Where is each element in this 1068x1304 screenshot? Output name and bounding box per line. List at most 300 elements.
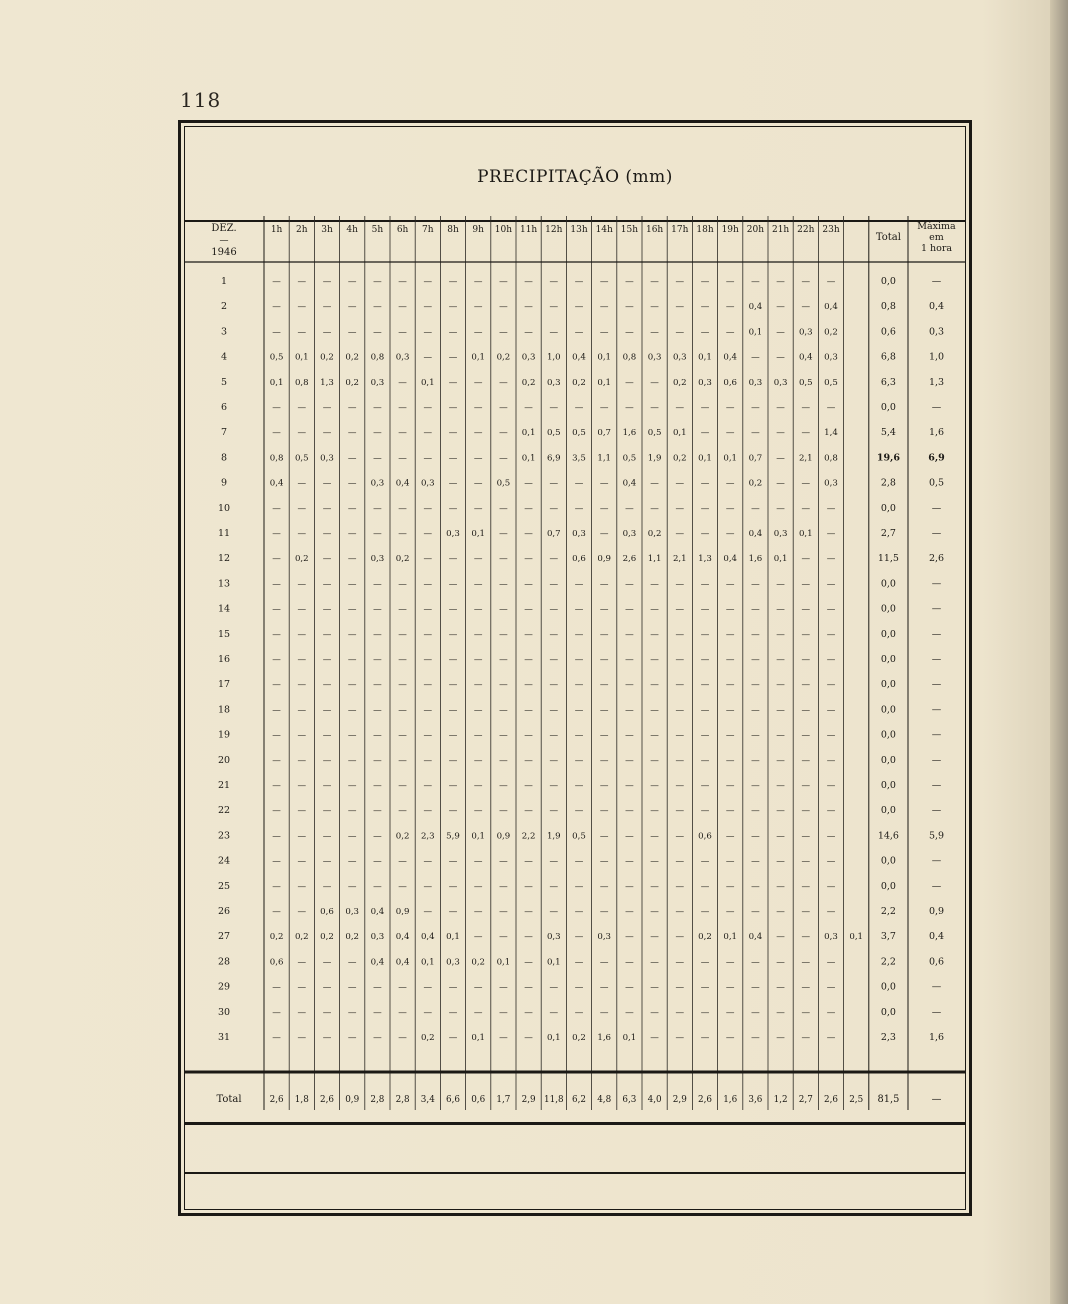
hour-header: 23h bbox=[822, 225, 840, 235]
hourly-value: — bbox=[751, 957, 760, 968]
hourly-value: 2,6 bbox=[622, 554, 637, 565]
hourly-value: 2,2 bbox=[521, 831, 536, 842]
hourly-value: — bbox=[650, 781, 659, 791]
hourly-value: — bbox=[272, 655, 281, 665]
hourly-value: — bbox=[675, 1007, 685, 1018]
hourly-value: — bbox=[675, 806, 685, 817]
hourly-value: 1,3 bbox=[698, 554, 712, 565]
hourly-value: 0,1 bbox=[471, 1033, 486, 1043]
hourly-value: — bbox=[625, 705, 634, 716]
hourly-value: — bbox=[725, 831, 735, 842]
hourly-value: — bbox=[650, 705, 659, 716]
hourly-value: — bbox=[448, 478, 458, 489]
hourly-value: — bbox=[322, 403, 332, 413]
day-max: — bbox=[931, 628, 942, 640]
hourly-value: 1,4 bbox=[824, 428, 838, 439]
hourly-value: — bbox=[826, 781, 836, 791]
hourly-value: — bbox=[776, 730, 785, 741]
day-label: 23 bbox=[217, 830, 231, 842]
hourly-value: — bbox=[801, 856, 811, 867]
hourly-value: — bbox=[675, 705, 685, 716]
hourly-value: — bbox=[499, 806, 508, 817]
hour-header: 16h bbox=[645, 225, 664, 235]
hourly-value: — bbox=[347, 856, 357, 867]
day-max: — bbox=[931, 502, 942, 514]
hourly-value: — bbox=[524, 403, 533, 413]
hourly-value: — bbox=[599, 705, 609, 716]
day-max: — bbox=[931, 805, 942, 817]
hourly-value: — bbox=[297, 881, 307, 892]
hourly-value: 0,2 bbox=[572, 1033, 586, 1043]
day-label: 4 bbox=[220, 351, 228, 363]
hourly-value: — bbox=[448, 907, 458, 917]
hourly-value: — bbox=[272, 781, 281, 791]
hourly-value: — bbox=[398, 503, 407, 514]
hourly-value: — bbox=[801, 680, 811, 691]
hourly-value: — bbox=[801, 957, 811, 968]
hourly-value: — bbox=[448, 655, 458, 665]
hourly-value: — bbox=[700, 881, 710, 892]
day-label: 12 bbox=[217, 553, 231, 565]
hourly-value: — bbox=[473, 554, 483, 565]
day-total: 2,8 bbox=[880, 477, 896, 489]
hourly-value: — bbox=[524, 529, 533, 539]
hourly-value: — bbox=[398, 781, 407, 791]
hourly-value: — bbox=[549, 806, 559, 817]
hourly-value: — bbox=[776, 277, 785, 287]
hourly-value: — bbox=[801, 503, 811, 514]
hourly-value: — bbox=[675, 403, 685, 413]
hourly-value: — bbox=[322, 503, 332, 514]
hourly-value: 0,1 bbox=[723, 932, 738, 943]
hourly-value: — bbox=[625, 806, 634, 817]
hourly-value: — bbox=[524, 957, 533, 968]
hourly-value: — bbox=[272, 856, 281, 867]
hourly-value: — bbox=[373, 655, 382, 665]
hourly-value: — bbox=[574, 629, 584, 640]
hourly-value: — bbox=[524, 604, 533, 615]
hourly-value: — bbox=[297, 1033, 307, 1043]
hourly-value: — bbox=[398, 755, 407, 766]
hourly-value: 0,1 bbox=[420, 377, 435, 388]
hourly-value: — bbox=[297, 478, 307, 489]
hourly-value: — bbox=[725, 428, 735, 439]
hourly-value: — bbox=[473, 932, 483, 943]
hourly-value: 0,3 bbox=[597, 932, 612, 943]
hourly-value: — bbox=[751, 403, 760, 413]
hourly-value: — bbox=[574, 579, 584, 590]
day-total: 2,3 bbox=[880, 1032, 896, 1043]
hourly-value: — bbox=[776, 629, 785, 640]
hourly-value: — bbox=[398, 529, 407, 539]
hourly-value: — bbox=[297, 503, 307, 514]
hourly-value: — bbox=[599, 529, 609, 539]
hourly-value: 0,2 bbox=[395, 554, 410, 565]
hourly-value: — bbox=[751, 352, 760, 363]
hourly-value: — bbox=[524, 554, 533, 565]
hourly-value: — bbox=[650, 881, 659, 892]
hourly-value: 0,1 bbox=[546, 957, 561, 968]
hourly-value: — bbox=[322, 428, 332, 439]
hourly-total: 2,9 bbox=[521, 1095, 536, 1105]
hourly-value: — bbox=[423, 327, 433, 338]
hourly-value: — bbox=[549, 1007, 559, 1018]
hourly-value: — bbox=[524, 755, 533, 766]
hourly-value: — bbox=[725, 403, 735, 413]
hourly-value: — bbox=[625, 680, 634, 691]
hourly-value: — bbox=[650, 907, 659, 917]
hourly-value: — bbox=[272, 1033, 281, 1043]
hourly-value: — bbox=[473, 377, 483, 388]
hourly-value: — bbox=[347, 781, 357, 791]
hourly-total: 6,2 bbox=[572, 1095, 586, 1105]
hourly-value: 0,2 bbox=[748, 478, 763, 489]
hourly-value: — bbox=[473, 907, 483, 917]
hourly-value: 0,2 bbox=[672, 453, 687, 464]
hourly-value: — bbox=[473, 680, 483, 691]
hourly-value: — bbox=[826, 503, 836, 514]
hourly-value: — bbox=[625, 755, 634, 766]
hourly-value: — bbox=[448, 327, 458, 338]
hourly-total: 2,5 bbox=[849, 1095, 864, 1105]
hourly-value: — bbox=[574, 327, 584, 338]
day-total: 0,0 bbox=[880, 679, 896, 691]
hourly-value: — bbox=[423, 806, 433, 817]
day-label: 1 bbox=[220, 276, 228, 287]
hourly-value: 1,9 bbox=[546, 831, 561, 842]
hourly-total: 11,8 bbox=[544, 1095, 564, 1105]
hourly-value: 0,5 bbox=[798, 377, 813, 388]
hourly-value: — bbox=[700, 806, 710, 817]
hourly-value: — bbox=[650, 1007, 659, 1018]
hourly-value: — bbox=[448, 302, 458, 313]
hourly-value: — bbox=[549, 503, 559, 514]
hourly-value: — bbox=[473, 806, 483, 817]
day-label: 3 bbox=[220, 326, 228, 338]
hourly-value: — bbox=[549, 554, 559, 565]
hourly-value: — bbox=[826, 831, 836, 842]
hourly-value: 0,6 bbox=[320, 907, 334, 917]
hourly-value: — bbox=[373, 327, 382, 338]
day-max: — bbox=[931, 880, 942, 892]
hourly-value: — bbox=[801, 629, 811, 640]
day-total: 2,7 bbox=[880, 528, 896, 539]
day-label: 11 bbox=[217, 528, 231, 539]
day-label: 5 bbox=[220, 376, 228, 388]
hourly-value: — bbox=[549, 907, 559, 917]
hourly-value: — bbox=[625, 957, 634, 968]
hourly-value: — bbox=[473, 730, 483, 741]
hourly-value: — bbox=[373, 629, 382, 640]
hourly-value: — bbox=[599, 881, 609, 892]
hourly-value: — bbox=[826, 680, 836, 691]
hourly-value: 0,8 bbox=[370, 352, 385, 363]
hourly-value: — bbox=[776, 781, 785, 791]
hourly-value: — bbox=[347, 327, 357, 338]
hourly-value: — bbox=[700, 302, 710, 313]
grand-max: — bbox=[931, 1094, 942, 1105]
hourly-value: — bbox=[826, 1007, 836, 1018]
hourly-value: 2,3 bbox=[420, 831, 435, 842]
hourly-value: — bbox=[625, 982, 634, 993]
hourly-value: — bbox=[700, 327, 710, 338]
hourly-value: — bbox=[801, 907, 811, 917]
hourly-value: 0,3 bbox=[572, 529, 586, 539]
hourly-value: 0,1 bbox=[597, 352, 612, 363]
hourly-value: — bbox=[826, 277, 836, 287]
day-max: — bbox=[931, 528, 942, 539]
hourly-value: — bbox=[751, 705, 760, 716]
hourly-value: 0,2 bbox=[647, 529, 662, 539]
hourly-value: — bbox=[599, 755, 609, 766]
hourly-value: — bbox=[801, 277, 811, 287]
hourly-value: — bbox=[650, 730, 659, 741]
hourly-value: — bbox=[549, 277, 559, 287]
hourly-value: 0,2 bbox=[345, 352, 360, 363]
hourly-value: — bbox=[423, 277, 433, 287]
day-total: 0,0 bbox=[880, 654, 896, 665]
hourly-value: — bbox=[473, 629, 483, 640]
hourly-value: 0,5 bbox=[294, 453, 309, 464]
hourly-value: 0,2 bbox=[672, 377, 687, 388]
hourly-total: 2,6 bbox=[698, 1095, 712, 1105]
hourly-value: 1,6 bbox=[597, 1033, 612, 1043]
hourly-value: 0,4 bbox=[395, 478, 410, 489]
hour-header: 15h bbox=[620, 225, 639, 235]
hourly-value: — bbox=[549, 629, 559, 640]
hourly-value: — bbox=[700, 982, 710, 993]
hourly-value: — bbox=[826, 856, 836, 867]
hourly-value: 0,3 bbox=[824, 478, 838, 489]
hourly-value: 0,2 bbox=[345, 377, 360, 388]
hourly-value: — bbox=[625, 1007, 634, 1018]
hourly-value: — bbox=[675, 680, 685, 691]
hourly-value: — bbox=[322, 1007, 332, 1018]
hourly-value: — bbox=[297, 529, 307, 539]
hourly-value: — bbox=[423, 655, 433, 665]
hourly-value: — bbox=[751, 856, 760, 867]
day-max: — bbox=[931, 754, 942, 766]
hourly-value: — bbox=[599, 604, 609, 615]
hourly-value: — bbox=[347, 755, 357, 766]
day-max: 6,9 bbox=[928, 452, 945, 464]
hourly-value: — bbox=[322, 982, 332, 993]
hourly-value: — bbox=[423, 629, 433, 640]
hourly-value: 0,4 bbox=[395, 957, 410, 968]
hourly-value: — bbox=[373, 529, 382, 539]
hourly-value: — bbox=[675, 957, 685, 968]
hourly-value: — bbox=[625, 277, 634, 287]
hourly-value: 0,2 bbox=[496, 352, 511, 363]
hourly-value: — bbox=[599, 907, 609, 917]
hourly-value: — bbox=[347, 579, 357, 590]
day-label: 28 bbox=[217, 956, 231, 968]
day-label: 19 bbox=[217, 729, 231, 741]
hourly-value: 1,1 bbox=[647, 554, 662, 565]
hourly-value: — bbox=[448, 730, 458, 741]
hourly-value: — bbox=[398, 604, 407, 615]
hourly-value: — bbox=[675, 881, 685, 892]
hourly-value: — bbox=[650, 655, 659, 665]
hourly-value: 1,6 bbox=[748, 554, 763, 565]
hourly-value: — bbox=[574, 806, 584, 817]
hourly-value: — bbox=[473, 503, 483, 514]
hourly-value: — bbox=[776, 453, 785, 464]
hourly-total: 6,6 bbox=[446, 1095, 460, 1105]
hourly-value: — bbox=[700, 604, 710, 615]
hourly-value: — bbox=[448, 604, 458, 615]
hourly-value: — bbox=[373, 856, 382, 867]
day-label: 15 bbox=[217, 628, 231, 640]
hourly-value: — bbox=[650, 932, 659, 943]
hourly-value: — bbox=[751, 730, 760, 741]
hourly-value: 0,2 bbox=[269, 932, 284, 943]
hourly-value: — bbox=[751, 503, 760, 514]
hourly-value: — bbox=[549, 403, 559, 413]
hour-header: 1h bbox=[270, 225, 283, 235]
hourly-value: 0,5 bbox=[622, 453, 637, 464]
hourly-value: — bbox=[675, 478, 685, 489]
hourly-value: — bbox=[448, 579, 458, 590]
hourly-value: 0,1 bbox=[471, 831, 486, 842]
hourly-value: — bbox=[448, 705, 458, 716]
hourly-value: — bbox=[448, 277, 458, 287]
hourly-value: — bbox=[801, 302, 811, 313]
hourly-value: 0,7 bbox=[546, 529, 561, 539]
hourly-value: — bbox=[574, 982, 584, 993]
hourly-value: — bbox=[776, 403, 785, 413]
hour-header: 6h bbox=[396, 225, 409, 235]
hourly-value: — bbox=[297, 755, 307, 766]
hour-header: 10h bbox=[494, 225, 513, 235]
day-total: 0,0 bbox=[880, 402, 896, 413]
day-total: 6,8 bbox=[880, 351, 896, 363]
hourly-value: 0,3 bbox=[698, 377, 712, 388]
hourly-total: 1,2 bbox=[773, 1095, 788, 1105]
hourly-value: — bbox=[650, 503, 659, 514]
hourly-value: — bbox=[700, 730, 710, 741]
hourly-value: — bbox=[751, 655, 760, 665]
hourly-value: — bbox=[473, 604, 483, 615]
hourly-value: — bbox=[499, 554, 508, 565]
hour-header: 17h bbox=[671, 225, 689, 235]
hourly-total: 1,6 bbox=[723, 1095, 738, 1105]
hourly-value: 0,3 bbox=[748, 377, 763, 388]
hourly-value: — bbox=[524, 503, 533, 514]
hourly-value: — bbox=[700, 680, 710, 691]
hourly-value: — bbox=[499, 403, 508, 413]
day-max: — bbox=[931, 981, 942, 993]
hourly-value: 1,0 bbox=[546, 352, 561, 363]
hourly-value: 0,3 bbox=[546, 377, 561, 388]
hourly-value: — bbox=[725, 277, 735, 287]
hourly-value: — bbox=[373, 579, 382, 590]
hourly-value: — bbox=[347, 453, 357, 464]
hourly-value: — bbox=[801, 781, 811, 791]
hourly-value: — bbox=[801, 403, 811, 413]
day-label: 2 bbox=[220, 301, 228, 313]
hourly-value: — bbox=[448, 806, 458, 817]
hourly-value: — bbox=[599, 856, 609, 867]
hourly-value: — bbox=[272, 680, 281, 691]
hourly-value: — bbox=[524, 579, 533, 590]
hourly-value: — bbox=[776, 428, 785, 439]
hourly-value: 0,1 bbox=[521, 453, 536, 464]
hourly-value: 0,5 bbox=[496, 478, 511, 489]
hourly-value: — bbox=[347, 503, 357, 514]
hourly-value: — bbox=[675, 579, 685, 590]
hourly-value: — bbox=[751, 806, 760, 817]
hourly-value: — bbox=[700, 403, 710, 413]
hourly-value: — bbox=[801, 1033, 811, 1043]
hourly-value: — bbox=[599, 302, 609, 313]
hourly-value: — bbox=[776, 327, 785, 338]
hourly-value: 0,7 bbox=[748, 453, 763, 464]
day-total: 5,4 bbox=[880, 427, 896, 439]
day-max: — bbox=[931, 1006, 942, 1018]
hourly-value: — bbox=[423, 705, 433, 716]
day-max: 0,6 bbox=[928, 956, 945, 968]
hourly-value: — bbox=[650, 302, 659, 313]
hourly-value: — bbox=[524, 881, 533, 892]
hourly-value: — bbox=[448, 881, 458, 892]
hourly-value: — bbox=[826, 755, 836, 766]
hourly-value: — bbox=[751, 831, 760, 842]
hourly-value: — bbox=[347, 629, 357, 640]
hourly-value: — bbox=[675, 730, 685, 741]
hourly-value: — bbox=[398, 856, 407, 867]
hourly-value: — bbox=[322, 579, 332, 590]
hourly-value: — bbox=[574, 680, 584, 691]
day-total: 0,0 bbox=[880, 880, 896, 892]
hourly-value: — bbox=[776, 302, 785, 313]
hourly-value: — bbox=[751, 781, 760, 791]
hourly-value: 1,3 bbox=[320, 377, 334, 388]
hourly-value: — bbox=[423, 529, 433, 539]
hourly-value: — bbox=[751, 579, 760, 590]
hourly-value: — bbox=[725, 680, 735, 691]
hourly-total: 4,8 bbox=[597, 1095, 612, 1105]
hourly-value: — bbox=[322, 277, 332, 287]
hourly-value: — bbox=[776, 957, 785, 968]
hourly-value: — bbox=[297, 327, 307, 338]
hourly-value: — bbox=[272, 806, 281, 817]
hourly-value: — bbox=[448, 982, 458, 993]
hourly-value: — bbox=[625, 907, 634, 917]
day-max: 0,4 bbox=[928, 931, 945, 943]
hourly-value: — bbox=[373, 453, 382, 464]
hourly-value: — bbox=[549, 781, 559, 791]
hourly-value: 0,3 bbox=[446, 529, 460, 539]
hourly-value: — bbox=[322, 856, 332, 867]
hourly-value: — bbox=[675, 302, 685, 313]
hour-header: 4h bbox=[346, 225, 358, 235]
hourly-value: — bbox=[499, 982, 508, 993]
hourly-total: 2,6 bbox=[269, 1095, 284, 1105]
hourly-value: — bbox=[725, 1033, 735, 1043]
hourly-value: 0,3 bbox=[824, 932, 838, 943]
hourly-value: — bbox=[725, 730, 735, 741]
day-total: 0,0 bbox=[880, 729, 896, 741]
hourly-value: — bbox=[499, 1007, 508, 1018]
hourly-value: — bbox=[423, 982, 433, 993]
hourly-value: — bbox=[524, 1033, 533, 1043]
hour-header: 12h bbox=[545, 225, 563, 235]
hourly-value: 2,1 bbox=[672, 554, 687, 565]
hourly-value: — bbox=[297, 277, 307, 287]
hourly-value: — bbox=[650, 806, 659, 817]
hourly-value: 0,1 bbox=[798, 529, 813, 539]
